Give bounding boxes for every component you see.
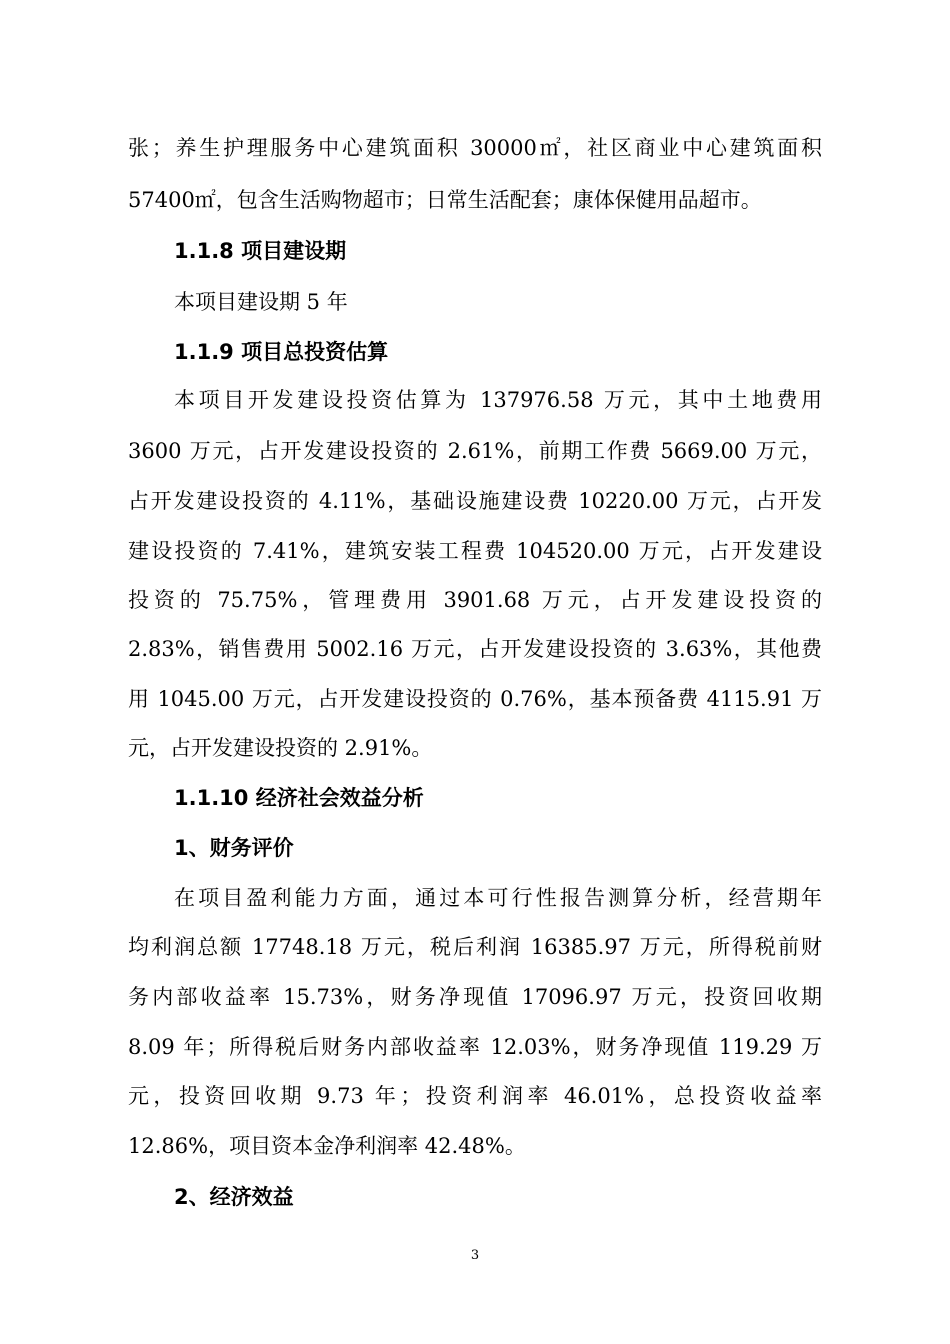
- body-line: 8.09 年；所得税后财务内部收益率 12.03%，财务净现值 119.29 万: [128, 1035, 822, 1059]
- body-line: 12.86%，项目资本金净利润率 42.48%。: [128, 1134, 526, 1158]
- body-line: 本项目开发建设投资估算为 137976.58 万元，其中土地费用: [174, 388, 822, 412]
- subheading-financial-evaluation: 1、财务评价: [174, 836, 294, 860]
- body-line: 3600 万元，占开发建设投资的 2.61%，前期工作费 5669.00 万元，: [128, 439, 822, 463]
- body-line: 2.83%，销售费用 5002.16 万元，占开发建设投资的 3.63%，其他费: [128, 637, 822, 661]
- body-line: 均利润总额 17748.18 万元，税后利润 16385.97 万元，所得税前财: [128, 935, 822, 959]
- section-heading-1-1-8: 1.1.8 项目建设期: [174, 239, 347, 263]
- section-heading-1-1-9: 1.1.9 项目总投资估算: [174, 340, 389, 364]
- body-line: 本项目建设期 5 年: [174, 290, 348, 314]
- body-line: 元，占开发建设投资的 2.91%。: [128, 736, 433, 760]
- body-line: 投资的 75.75%，管理费用 3901.68 万元，占开发建设投资的: [128, 588, 822, 612]
- body-line: 务内部收益率 15.73%，财务净现值 17096.97 万元，投资回收期: [128, 985, 822, 1009]
- body-line: 在项目盈利能力方面，通过本可行性报告测算分析，经营期年: [174, 886, 822, 910]
- page-number: 3: [470, 1248, 480, 1263]
- body-line: 占开发建设投资的 4.11%，基础设施建设费 10220.00 万元，占开发: [128, 489, 822, 513]
- section-heading-1-1-10: 1.1.10 经济社会效益分析: [174, 786, 424, 810]
- body-line: 建设投资的 7.41%，建筑安装工程费 104520.00 万元，占开发建设: [128, 539, 822, 563]
- body-line: 张；养生护理服务中心建筑面积 30000㎡，社区商业中心建筑面积: [128, 136, 822, 160]
- body-line: 元，投资回收期 9.73 年；投资利润率 46.01%，总投资收益率: [128, 1084, 822, 1108]
- body-line: 57400㎡，包含生活购物超市；日常生活配套；康体保健用品超市。: [128, 188, 762, 212]
- body-line: 用 1045.00 万元，占开发建设投资的 0.76%，基本预备费 4115.91 万: [128, 687, 822, 711]
- subheading-economic-benefit: 2、经济效益: [174, 1185, 294, 1209]
